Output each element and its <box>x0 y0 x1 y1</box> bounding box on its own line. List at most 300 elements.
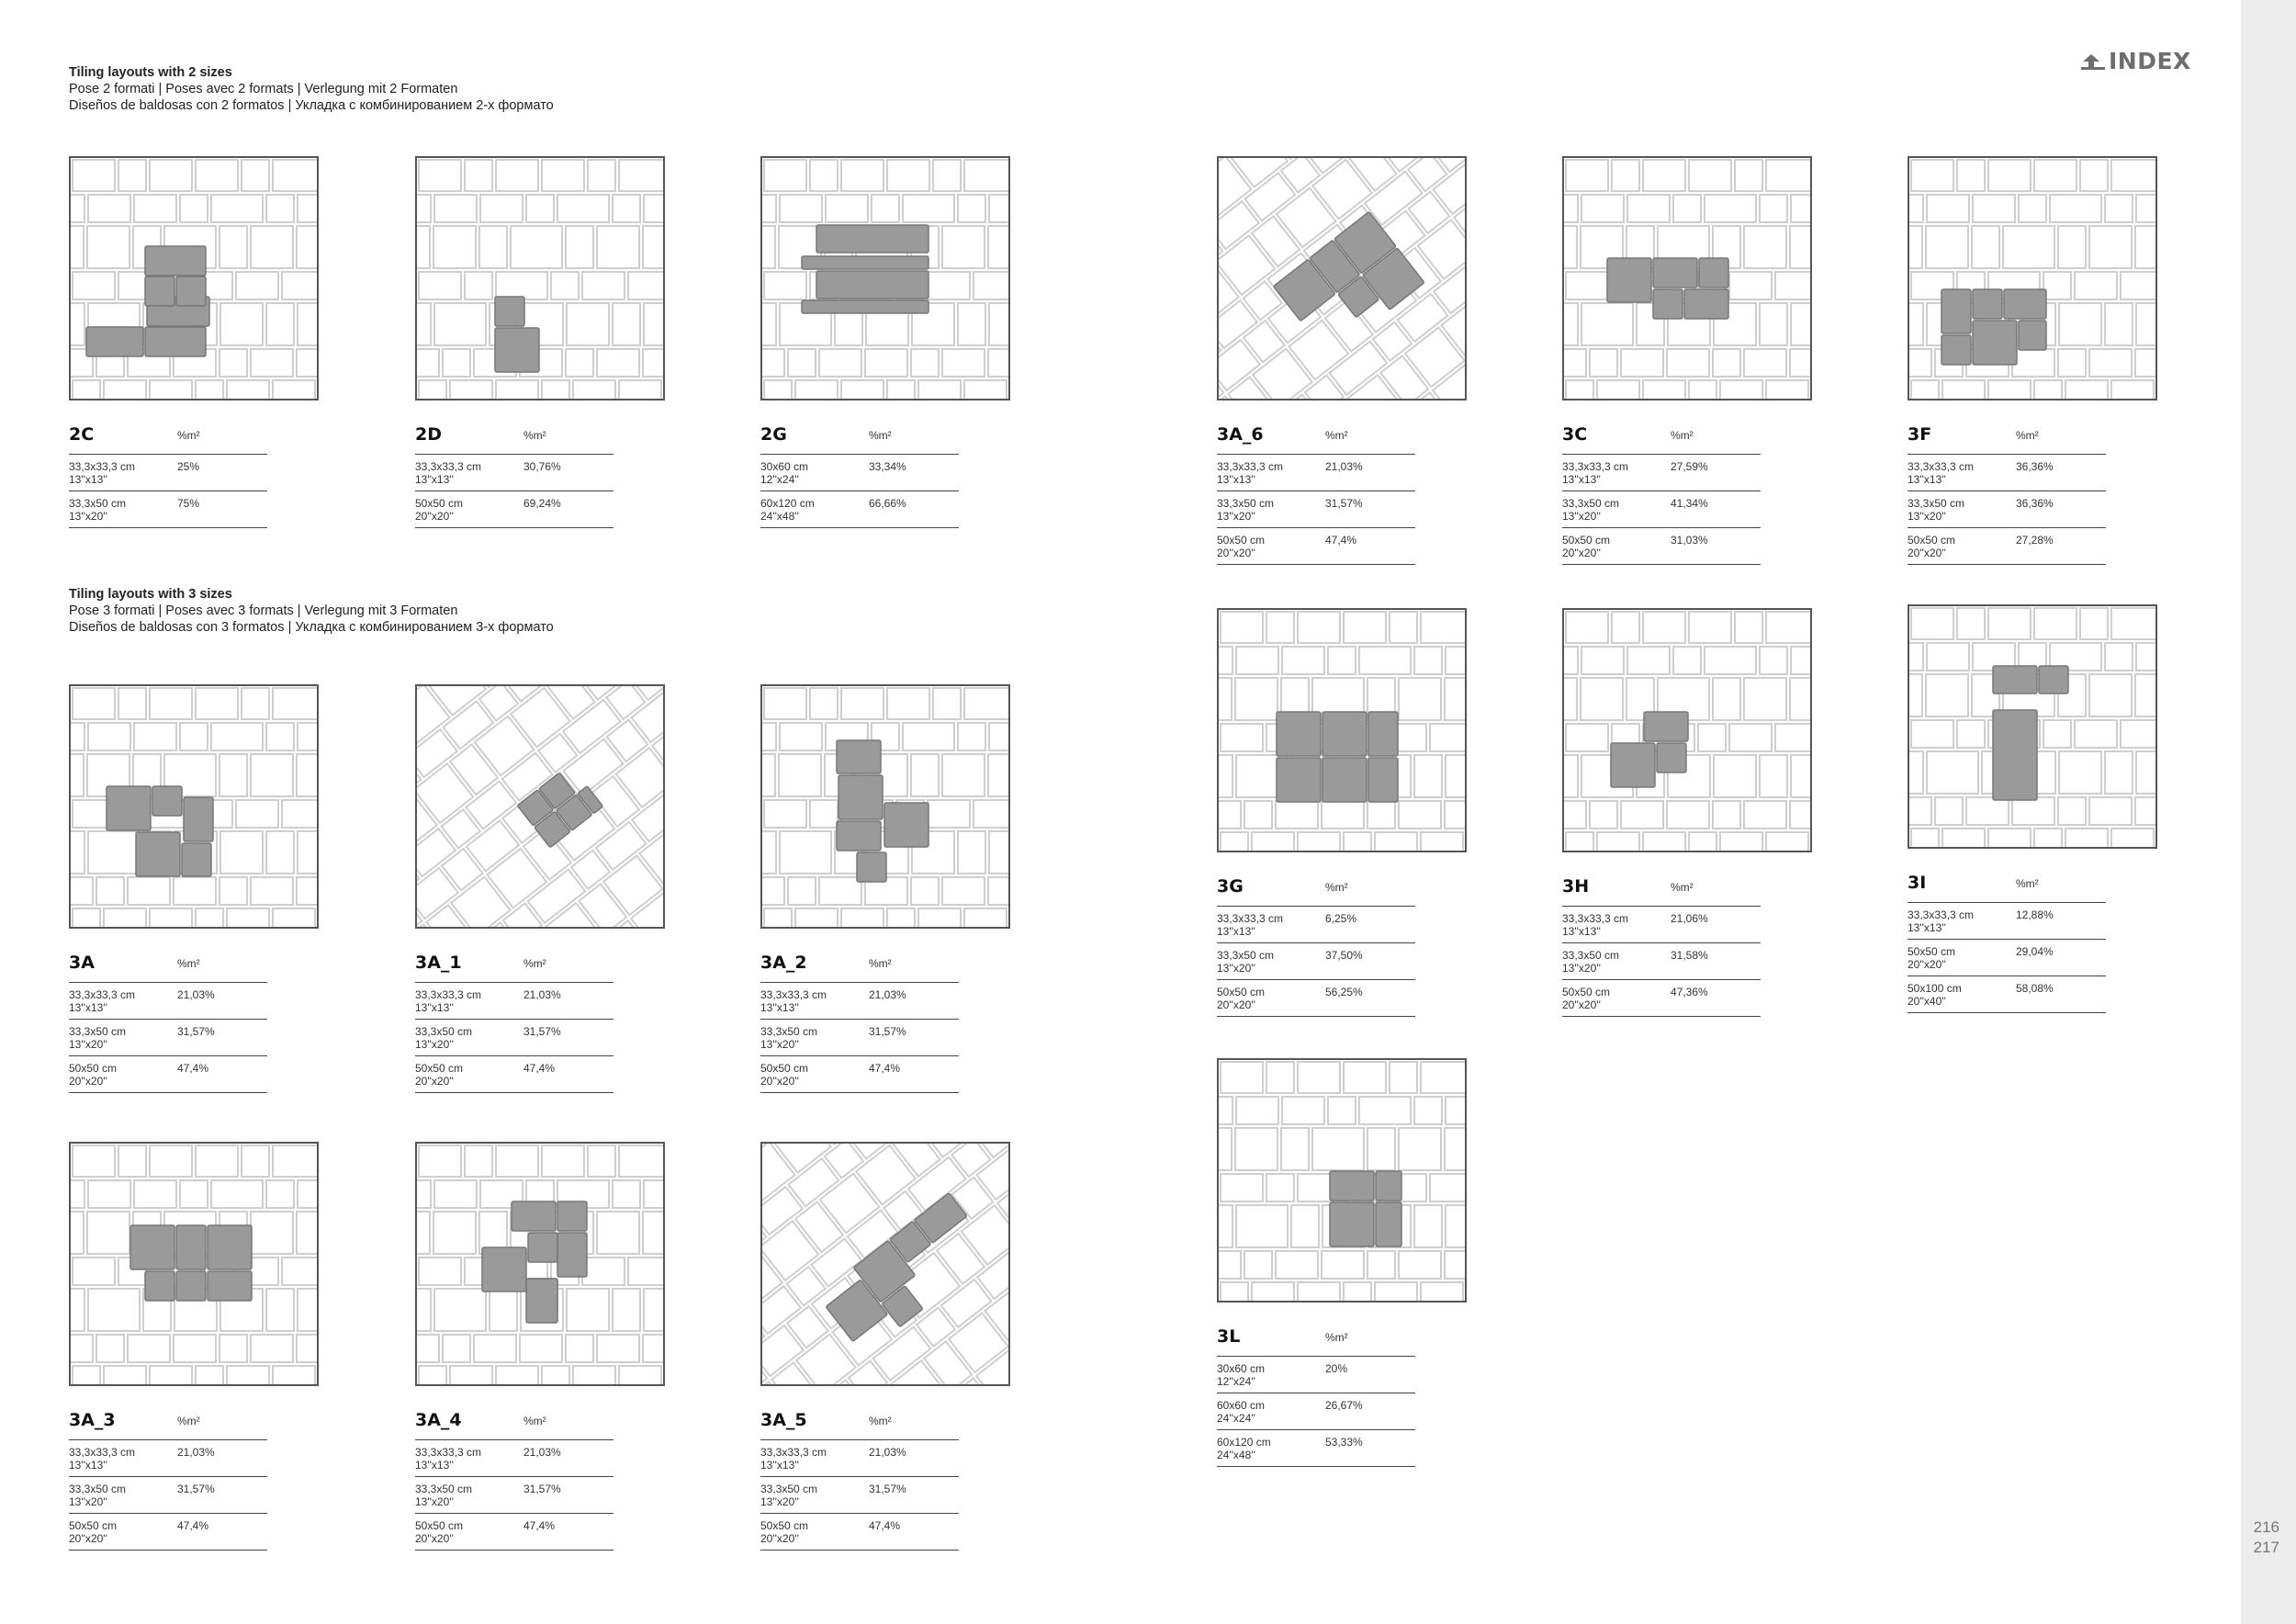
tile <box>1972 226 1999 268</box>
format-size <box>1562 534 1671 559</box>
format-size <box>1217 1362 1325 1388</box>
tile <box>496 160 538 191</box>
layout-code: 2C <box>69 424 95 445</box>
format-percentage: 58,08% <box>2016 982 2054 995</box>
tile <box>2034 608 2077 639</box>
tile <box>88 195 130 222</box>
tile <box>928 800 970 828</box>
size-cm: 30x60 cm <box>1217 1362 1266 1375</box>
format-row <box>760 1514 959 1551</box>
tile <box>297 754 317 796</box>
highlighted-tile <box>837 821 881 851</box>
size-inch: 13''x13'' <box>69 473 107 486</box>
tile <box>128 877 170 905</box>
layout-code-row <box>1217 1326 1415 1347</box>
tile <box>273 160 317 191</box>
tile <box>2043 272 2071 299</box>
index-link[interactable] <box>2081 48 2191 74</box>
tile <box>419 380 446 399</box>
tile <box>251 877 293 905</box>
tile <box>942 349 985 377</box>
tile <box>1566 160 1608 191</box>
tile <box>2135 674 2155 716</box>
unit-label: %m² <box>523 429 546 442</box>
tile <box>628 1257 663 1285</box>
tile <box>150 1145 192 1177</box>
tile <box>597 1212 639 1254</box>
section-subtitle: Diseños de baldosas con 3 formatos | Укладка с комбинированием 3-х формато <box>69 620 554 635</box>
format-percentage: 56,25% <box>1325 986 1363 998</box>
highlighted-tile <box>526 1279 557 1323</box>
tile <box>1322 1251 1364 1279</box>
tile <box>1367 801 1395 829</box>
format-percentage: 21,03% <box>869 1446 906 1459</box>
tile-grid <box>417 1145 663 1384</box>
tile <box>597 349 639 377</box>
tile <box>2034 829 2062 847</box>
tile <box>2089 226 2132 268</box>
size-cm: 60x60 cm <box>1217 1399 1266 1412</box>
tile <box>150 908 192 927</box>
layout-diagram <box>1908 156 2157 400</box>
tile <box>73 1366 100 1384</box>
tile <box>974 800 1008 828</box>
format-percentage: 21,03% <box>869 988 906 1001</box>
tile <box>251 1212 293 1254</box>
tile <box>1909 751 1923 794</box>
tile <box>496 1366 538 1384</box>
tile <box>219 754 247 796</box>
tile <box>1590 349 1617 377</box>
tile <box>1430 1174 1465 1201</box>
layout-code: 3L <box>1217 1326 1241 1347</box>
tile <box>764 688 806 719</box>
format-size <box>415 460 523 486</box>
page-gutter <box>2241 0 2296 1624</box>
tile <box>1312 1128 1364 1170</box>
tile <box>643 349 663 377</box>
layout-code-row <box>1562 424 1761 445</box>
format-row <box>69 1020 267 1056</box>
highlighted-pattern <box>1330 1171 1401 1246</box>
format-percentage: 47,36% <box>1671 986 1708 998</box>
tile <box>988 226 1008 268</box>
layout-diagram <box>415 156 665 400</box>
format-row <box>1908 455 2106 491</box>
tile <box>1219 647 1232 674</box>
tile <box>71 226 84 268</box>
tile <box>780 195 822 222</box>
tile <box>566 226 593 268</box>
highlighted-tile <box>130 1225 174 1269</box>
tile <box>297 226 317 268</box>
tile <box>71 1289 84 1331</box>
page-number-right: 217 <box>2253 1539 2279 1556</box>
highlighted-tile <box>495 328 539 372</box>
tile <box>2003 226 2054 268</box>
tile <box>1276 1251 1318 1279</box>
tile <box>1760 195 1787 222</box>
tile <box>297 1335 317 1362</box>
size-inch: 20''x20'' <box>69 1075 107 1088</box>
page-number-left: 216 <box>2253 1518 2279 1536</box>
tile <box>417 1335 439 1362</box>
size-cm: 33,3x33,3 cm <box>760 1446 827 1459</box>
format-row <box>1217 907 1415 943</box>
tile <box>2089 674 2132 716</box>
highlighted-tile <box>1322 712 1367 756</box>
tile <box>582 272 625 299</box>
format-row <box>69 491 267 528</box>
tile <box>88 723 130 750</box>
tile <box>434 1289 486 1331</box>
tile <box>989 723 1008 750</box>
layout-code-row <box>760 424 959 445</box>
tile <box>1988 829 2031 847</box>
tile <box>227 1366 269 1384</box>
format-size <box>760 460 869 486</box>
size-cm: 50x50 cm <box>415 1062 464 1075</box>
layout-card-2d <box>415 156 665 528</box>
tile <box>2075 272 2117 299</box>
tile <box>542 1145 584 1177</box>
tile <box>417 195 431 222</box>
tile <box>644 1180 663 1208</box>
tile <box>779 754 821 796</box>
format-row <box>1217 980 1415 1017</box>
tile <box>1973 195 2015 222</box>
tile <box>2059 751 2101 794</box>
highlighted-tile <box>557 1201 587 1231</box>
layout-code-row <box>760 1410 959 1430</box>
tile <box>465 272 492 299</box>
size-inch: 20''x20'' <box>69 1532 107 1545</box>
tile <box>887 908 915 927</box>
tile <box>266 1180 294 1208</box>
layout-diagram <box>1562 156 1812 400</box>
tile <box>1581 647 1624 674</box>
layout-card-3h <box>1562 608 1812 1017</box>
format-row <box>415 1440 613 1477</box>
tile <box>1421 1062 1465 1093</box>
tile <box>942 226 985 268</box>
tile <box>104 380 146 399</box>
tile <box>73 380 100 399</box>
tile <box>1744 678 1786 720</box>
size-inch: 20''x20'' <box>1217 998 1255 1011</box>
tile <box>1909 195 1923 222</box>
format-row <box>1562 980 1761 1017</box>
tile <box>2105 643 2133 671</box>
tile <box>644 1289 663 1331</box>
tile <box>196 380 223 399</box>
format-percentage: 21,03% <box>177 1446 215 1459</box>
tile <box>1244 801 1272 829</box>
tile <box>1698 724 1726 751</box>
tile <box>788 349 816 377</box>
format-size <box>415 1446 523 1472</box>
size-inch: 20''x20'' <box>1908 958 1946 971</box>
format-size <box>1217 497 1325 523</box>
tile <box>417 1180 431 1208</box>
format-size <box>1908 945 2016 971</box>
tile <box>780 723 822 750</box>
tile <box>298 1180 317 1208</box>
size-cm: 33,3x33,3 cm <box>69 1446 136 1459</box>
highlighted-tile <box>145 246 206 276</box>
highlighted-tile <box>1277 712 1321 756</box>
format-size <box>415 1483 523 1508</box>
size-inch: 13''x20'' <box>1562 962 1601 975</box>
tile <box>1235 1128 1277 1170</box>
format-size <box>1217 949 1325 975</box>
format-percentage: 53,33% <box>1325 1436 1363 1449</box>
tile <box>582 1257 625 1285</box>
tile <box>887 160 929 191</box>
tile <box>1219 755 1232 797</box>
layout-diagram <box>415 684 665 929</box>
tile <box>479 226 507 268</box>
highlighted-tile <box>482 1247 526 1291</box>
format-row <box>69 1440 267 1477</box>
tile <box>2111 380 2154 399</box>
size-cm: 33,3x33,3 cm <box>1908 460 1975 473</box>
tile <box>1705 195 1756 222</box>
tile <box>1909 674 1922 716</box>
highlighted-tile <box>884 803 929 847</box>
layout-diagram <box>69 684 319 929</box>
format-row <box>69 1056 267 1093</box>
highlighted-tile <box>208 1271 252 1301</box>
tile <box>1911 608 1953 639</box>
tile <box>1957 720 1985 748</box>
tile <box>1252 1282 1294 1301</box>
size-cm: 50x50 cm <box>415 1519 464 1532</box>
tile <box>2075 720 2117 748</box>
layout-card-3g <box>1217 608 1467 1017</box>
tile <box>73 688 115 719</box>
tile <box>2058 797 2086 825</box>
tile <box>619 1366 661 1384</box>
tile <box>227 380 269 399</box>
tile <box>1957 608 1985 639</box>
format-size <box>1217 912 1325 938</box>
tile <box>134 1180 176 1208</box>
tile <box>297 349 317 377</box>
tile <box>1564 801 1586 829</box>
format-row <box>760 983 959 1020</box>
tile <box>865 349 907 377</box>
size-cm: 33,3x50 cm <box>1562 949 1620 962</box>
home-arrow-icon <box>2081 52 2105 71</box>
tile <box>1566 724 1608 751</box>
tile <box>2136 303 2155 345</box>
tile <box>1927 751 1978 794</box>
tile <box>1291 1205 1319 1247</box>
tile <box>762 831 776 874</box>
format-percentage: 31,57% <box>869 1483 906 1495</box>
format-size <box>1217 1436 1325 1461</box>
format-row <box>1562 455 1761 491</box>
tile <box>1911 829 1939 847</box>
tile <box>958 303 985 345</box>
tile <box>273 688 317 719</box>
size-cm: 50x50 cm <box>760 1062 809 1075</box>
size-inch: 13''x13'' <box>1562 473 1601 486</box>
tile <box>434 303 486 345</box>
tile <box>266 195 294 222</box>
tile <box>71 1212 84 1254</box>
tile <box>1713 349 1740 377</box>
tile <box>1414 755 1442 797</box>
tile <box>1221 832 1248 851</box>
tile <box>118 688 146 719</box>
tile <box>643 226 663 268</box>
format-row <box>1562 528 1761 565</box>
tile <box>903 723 954 750</box>
layout-diagram <box>760 1142 1010 1386</box>
tile <box>841 908 884 927</box>
format-percentage: 47,4% <box>523 1519 556 1532</box>
tile <box>71 877 93 905</box>
tile <box>1909 797 1931 825</box>
tile <box>1988 380 2031 399</box>
tile <box>251 754 293 796</box>
tile <box>841 688 884 719</box>
tile <box>205 272 232 299</box>
format-row <box>415 491 613 528</box>
format-percentage: 31,03% <box>1671 534 1708 547</box>
tile <box>1221 612 1263 643</box>
layout-diagram <box>415 1142 665 1386</box>
size-inch: 20''x40'' <box>1908 995 1946 1008</box>
tile <box>1988 160 2031 191</box>
tile <box>762 195 776 222</box>
format-percentage: 47,4% <box>869 1062 901 1075</box>
tile <box>266 723 294 750</box>
highlighted-tile <box>802 300 929 313</box>
tile <box>419 1145 461 1177</box>
format-percentage: 31,57% <box>523 1483 561 1495</box>
size-cm: 50x50 cm <box>415 497 464 510</box>
size-cm: 33,3x50 cm <box>1562 497 1620 510</box>
size-inch: 24''x48'' <box>760 510 799 523</box>
highlighted-tile <box>1653 289 1683 319</box>
tile <box>87 1212 129 1254</box>
tile <box>104 1366 146 1384</box>
tile <box>989 195 1008 222</box>
highlighted-tile <box>1699 258 1728 288</box>
layout-code: 3A_5 <box>760 1410 807 1430</box>
tile <box>242 160 269 191</box>
layout-card-3a-6 <box>1217 156 1467 565</box>
format-percentage: 47,4% <box>869 1519 901 1532</box>
size-cm: 33,3x33,3 cm <box>1908 908 1975 921</box>
tile <box>465 1145 492 1177</box>
tile <box>1282 1097 1324 1124</box>
layout-card-3a-1 <box>415 684 665 1093</box>
format-size <box>1908 460 2016 486</box>
layout-card-3a-5 <box>760 1142 1010 1551</box>
tile <box>1744 226 1786 268</box>
size-cm: 50x100 cm <box>1908 982 1962 995</box>
tile <box>2135 349 2155 377</box>
size-inch: 20''x20'' <box>760 1532 799 1545</box>
tile <box>1790 801 1810 829</box>
tile <box>1790 226 1810 268</box>
layout-code: 2D <box>415 424 442 445</box>
tile <box>1564 303 1578 345</box>
tile <box>1430 724 1465 751</box>
tile <box>211 1180 263 1208</box>
format-percentage: 21,06% <box>1671 912 1708 925</box>
format-row <box>415 1020 613 1056</box>
tile <box>644 303 663 345</box>
format-percentage: 29,04% <box>2016 945 2054 958</box>
layout-diagram <box>69 156 319 400</box>
tile <box>573 1366 615 1384</box>
tile <box>118 160 146 191</box>
format-size <box>1217 986 1325 1011</box>
tile <box>1359 647 1411 674</box>
tile <box>434 1180 477 1208</box>
tile <box>762 723 776 750</box>
tile <box>73 160 115 191</box>
size-cm: 33,3x33,3 cm <box>415 460 482 473</box>
size-cm: 33,3x50 cm <box>760 1483 818 1495</box>
tile <box>180 1180 208 1208</box>
tile <box>242 688 269 719</box>
tile <box>419 1257 461 1285</box>
tile <box>2080 160 2108 191</box>
format-percentage: 21,03% <box>523 1446 561 1459</box>
tile <box>1760 755 1787 797</box>
section-subtitle: Pose 2 formati | Poses avec 2 formats | Verlegung mit 2 Formaten <box>69 82 458 96</box>
tile <box>433 1212 476 1254</box>
tile <box>1564 678 1577 720</box>
tile <box>417 1289 431 1331</box>
unit-label: %m² <box>1671 881 1694 894</box>
unit-label: %m² <box>869 1415 892 1427</box>
tile <box>810 800 838 828</box>
format-size <box>69 497 177 523</box>
tile <box>958 195 985 222</box>
layout-code: 3G <box>1217 876 1244 897</box>
tile <box>71 303 84 345</box>
tile <box>150 160 192 191</box>
tile <box>557 195 609 222</box>
unit-label: %m² <box>869 957 892 970</box>
tile <box>465 160 492 191</box>
format-percentage: 31,57% <box>523 1025 561 1038</box>
tile <box>2080 608 2108 639</box>
tile <box>1689 160 1731 191</box>
tile <box>1266 612 1294 643</box>
tile <box>1791 303 1810 345</box>
tile <box>1597 832 1639 851</box>
highlighted-tile <box>145 327 206 356</box>
tile <box>1344 612 1386 643</box>
size-inch: 24''x48'' <box>1217 1449 1255 1461</box>
size-cm: 50x50 cm <box>1908 534 1956 547</box>
highlighted-tile <box>857 852 886 882</box>
tile <box>788 877 816 905</box>
tile <box>1775 724 1810 751</box>
tile <box>180 195 208 222</box>
highlighted-tile <box>1973 321 2017 365</box>
tile <box>96 877 124 905</box>
tile-grid <box>417 160 663 399</box>
